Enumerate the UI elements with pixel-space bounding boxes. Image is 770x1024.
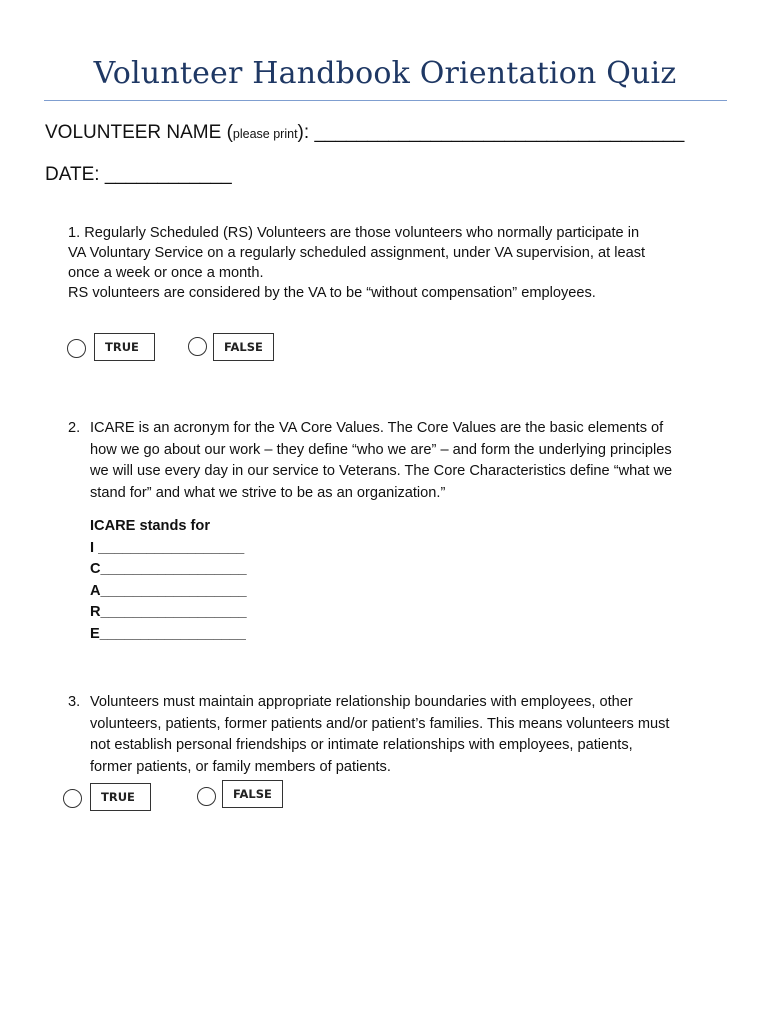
icare-blank-e[interactable]: E__________________ [90, 625, 246, 642]
icare-blank-c[interactable]: C__________________ [90, 561, 247, 577]
question-2-number: 2. [68, 420, 81, 436]
question-1-false-option[interactable]: FALSE [213, 333, 274, 361]
question-3-line: volunteers, patients, former patients and/or patient’s families. This means volunteers must [90, 715, 670, 732]
question-3-false-radio[interactable] [197, 787, 216, 806]
volunteer-name-row [45, 122, 684, 144]
question-1-true-option[interactable]: TRUE [94, 333, 155, 361]
question-1-line: 1. Regularly Scheduled (RS) Volunteers are those volunteers who normally participate in [68, 225, 640, 241]
question-1-false-radio[interactable] [188, 337, 207, 356]
question-3-line: Volunteers must maintain appropriate relationship boundaries with employees, other [90, 694, 633, 710]
icare-blank-i[interactable]: I __________________ [90, 539, 245, 556]
icare-blank-r[interactable]: R__________________ [90, 604, 247, 620]
question-2-line: we will use every day in our service to Veterans. The Core Characteristics define “what we [90, 463, 673, 479]
volunteer-name-label: VOLUNTEER NAME ( [45, 122, 233, 143]
question-3-number: 3. [68, 694, 81, 710]
volunteer-name-hint: please print [232, 127, 298, 141]
icare-heading: ICARE stands for [90, 518, 211, 534]
question-2-line: ICARE is an acronym for the VA Core Values. The Core Values are the basic elements of [90, 420, 664, 436]
date-field[interactable]: ____________ [104, 164, 232, 185]
page-title: Volunteer Handbook Orientation Quiz [93, 56, 677, 91]
question-3-true-radio[interactable] [63, 789, 82, 808]
question-3-line: not establish personal friendships or intimate relationships with employees, patients, [90, 737, 633, 753]
question-1-line: RS volunteers are considered by the VA to be “without compensation” employees. [68, 285, 596, 301]
question-3-body [90, 692, 669, 778]
question-3-line: former patients, or family members of patients. [90, 758, 391, 775]
date-row [45, 164, 232, 186]
question-2-text [68, 418, 748, 508]
question-2-body [90, 418, 672, 504]
question-3-text [68, 692, 748, 782]
icare-section [90, 516, 247, 645]
question-1-text [68, 223, 645, 303]
icare-blank-a[interactable]: A__________________ [90, 582, 247, 599]
question-1-line: VA Voluntary Service on a regularly scheduled assignment, under VA supervision, at least [68, 245, 646, 261]
question-3-false-option[interactable]: FALSE [222, 780, 283, 808]
title-divider [44, 100, 727, 101]
question-2-line: stand for” and what we strive to be as an organization.” [90, 484, 446, 501]
question-1-true-radio[interactable] [67, 339, 86, 358]
volunteer-name-field[interactable]: ___________________________________ [314, 122, 685, 143]
date-label: DATE: [45, 164, 105, 185]
question-3-true-option[interactable]: TRUE [90, 783, 151, 811]
question-1-line: once a week or once a month. [68, 265, 264, 281]
volunteer-name-label-end: ): [297, 122, 315, 143]
question-2-line: how we go about our work – they define “who we are” – and form the underlying principles [90, 441, 672, 458]
